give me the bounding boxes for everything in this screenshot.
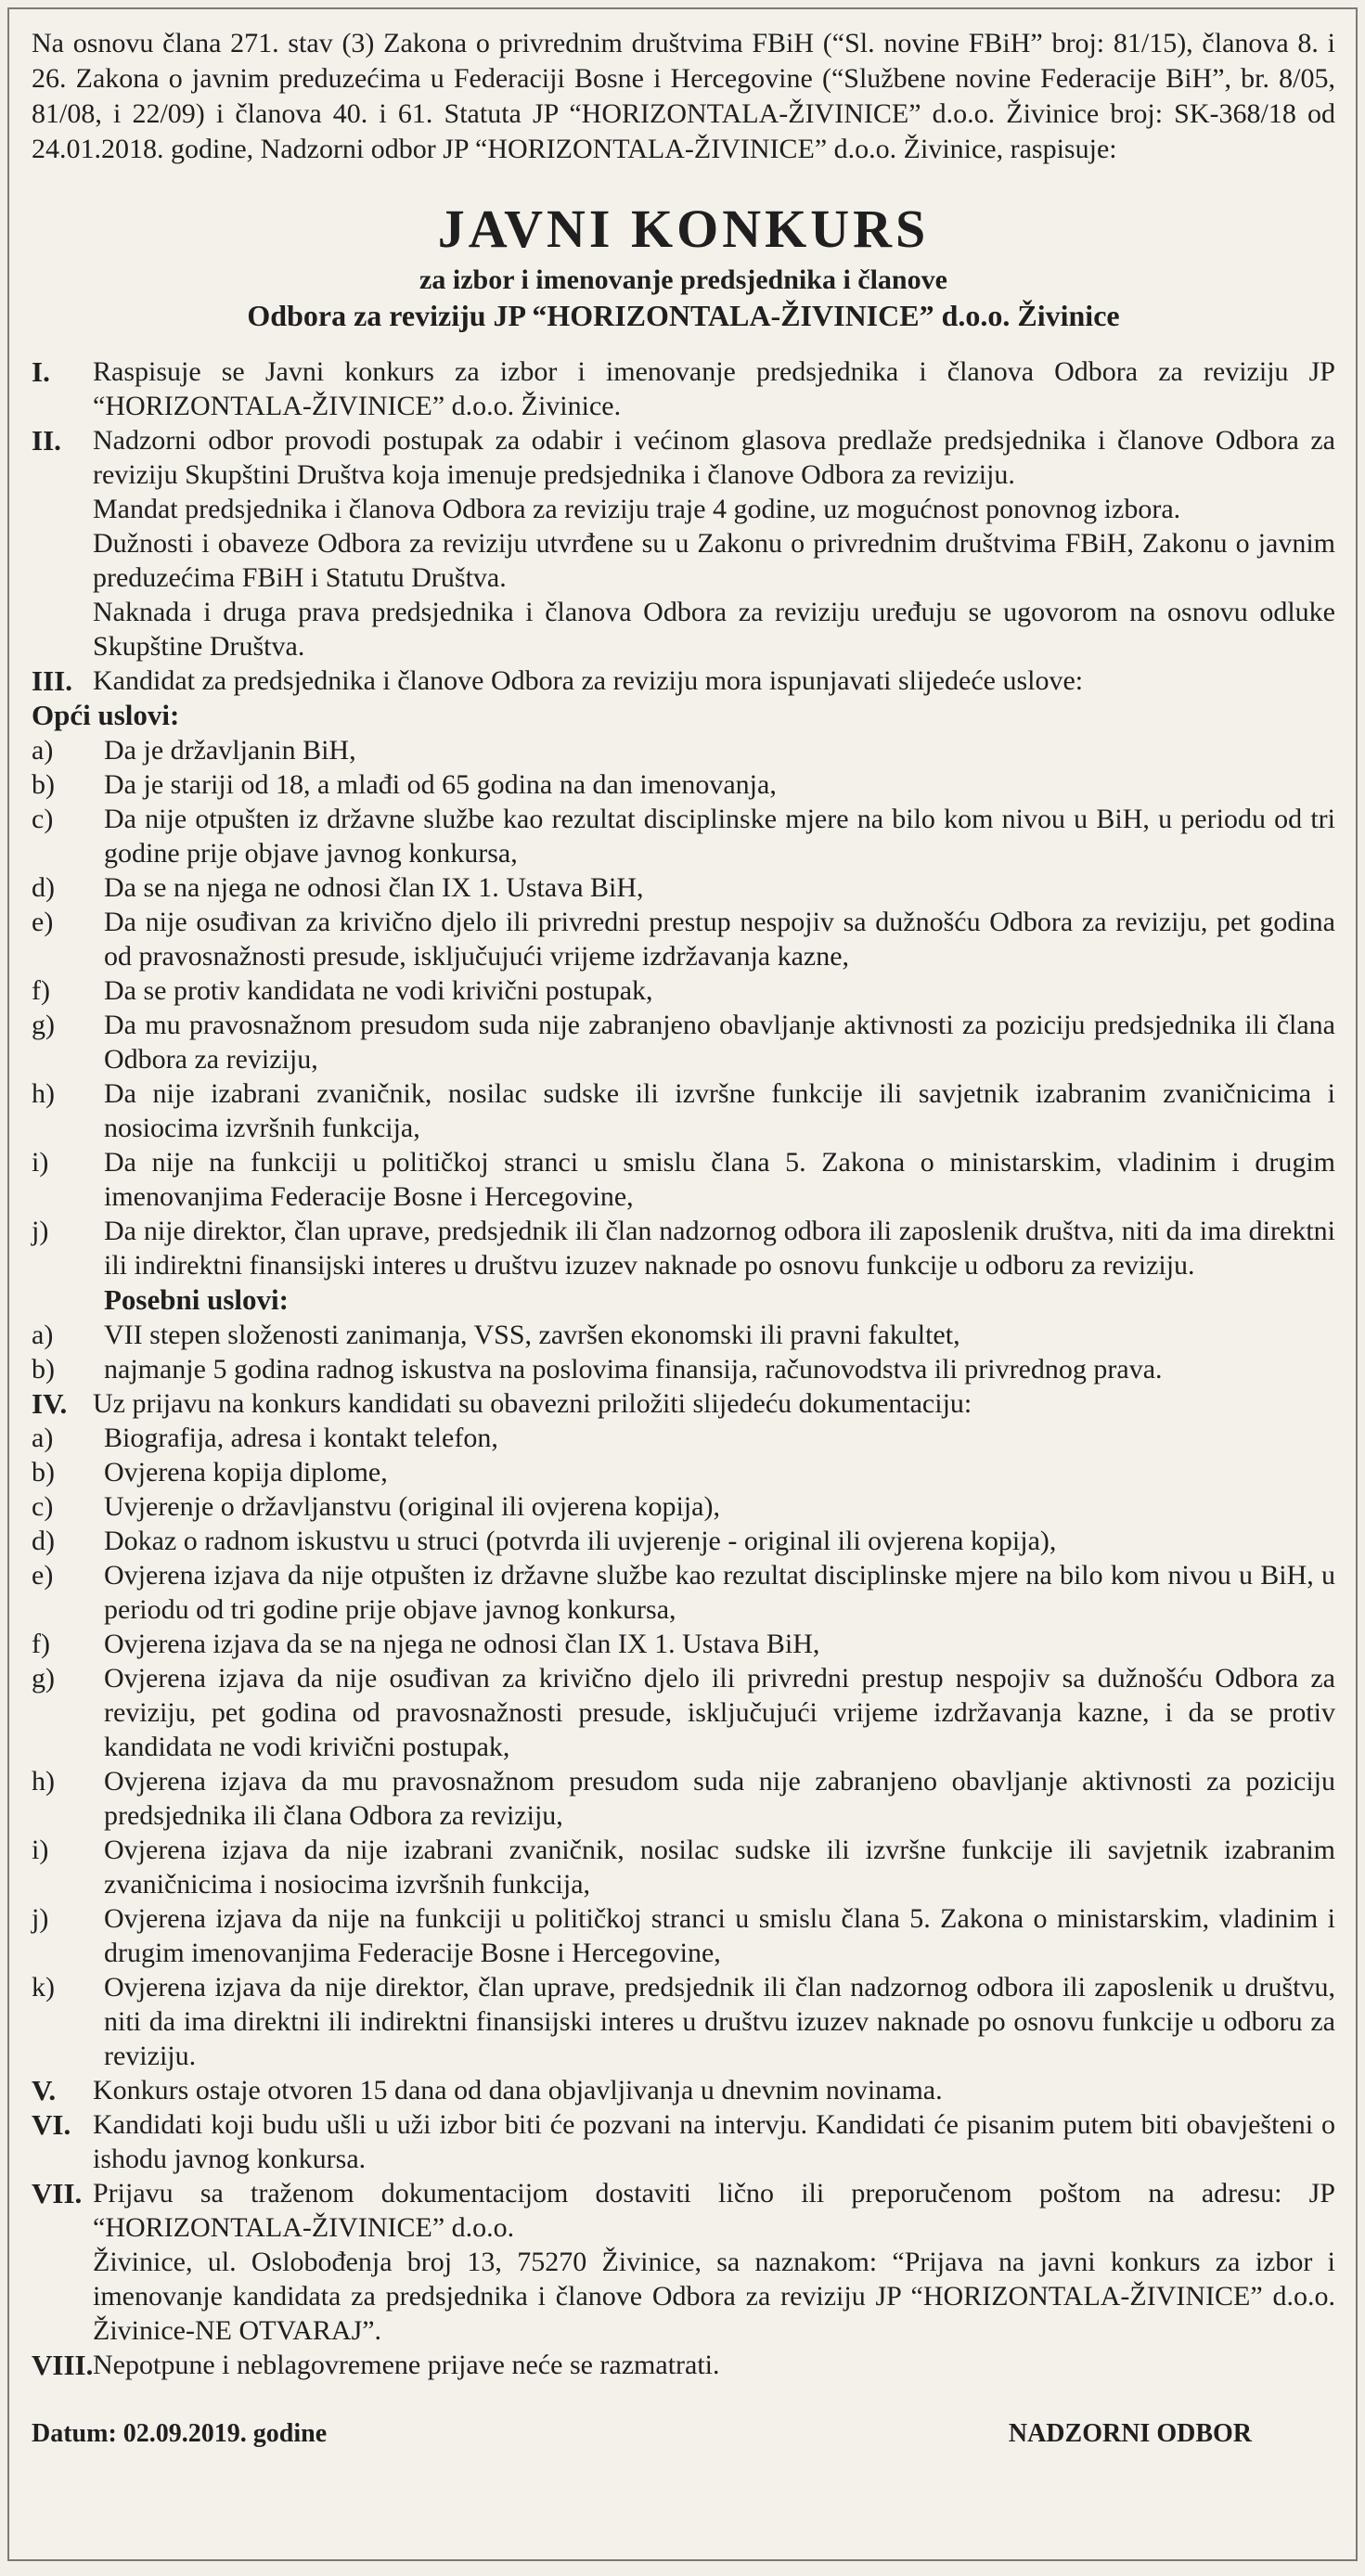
item-letter: g) xyxy=(32,1663,55,1694)
list-item xyxy=(32,1558,1335,1627)
item-text: Da nije osuđivan za krivično djelo ili privredni prestup nespojiv sa dužnošću Odbora za reviziju, pet godina od pravosnažnosti presude, isključujući vrijeme izdržavanja kazne, xyxy=(104,907,1335,972)
section-text: Mandat predsjednika i članova Odbora za reviziju traje 4 godine, uz mogućnost ponovnog izbora. xyxy=(93,494,1181,524)
item-text: Ovjerena izjava da se na njega ne odnosi član IX 1. Ustava BiH, xyxy=(104,1629,820,1659)
item-text: Da se na njega ne odnosi član IX 1. Ustava BiH, xyxy=(104,872,644,903)
list-item xyxy=(32,1318,1335,1352)
section-5 xyxy=(32,2073,1335,2107)
item-letter: b) xyxy=(32,769,55,800)
section-number: VII. xyxy=(32,2177,83,2209)
intro-paragraph: Na osnovu člana 271. stav (3) Zakona o privrednim društvima FBiH (“Sl. novine FBiH” broj: 81/15), članova 8. i 26. Zakona o javnim preduzećima u Federaciji Bosne i Hercegovine (“Službene novine Federacije BiH”, br. 8/05, 81/08, i 22/09) i članova 40. i 61. Statuta JP “HORIZONTALA-ŽIVINICE” d.o.o. Živinice broj: SK-368/18 od 24.01.2018. godine, Nadzorni odbor JP “HORIZONTALA-ŽIVINICE” d.o.o. Živinice, raspisuje: xyxy=(32,28,1335,164)
section-text: Kandidat za predsjednika i članove Odbora za reviziju mora ispunjavati slijedeće uslove: xyxy=(93,665,1084,696)
document-date: Datum: 02.09.2019. godine xyxy=(32,2419,328,2448)
section-2 xyxy=(32,423,1335,663)
section-text: Raspisuje se Javni konkurs za izbor i imenovanje predsjednika i članova Odbora za reviziju JP “HORIZONTALA-ŽIVINICE” d.o.o. Živinice. xyxy=(93,356,1335,421)
section-text: Kandidati koji budu ušli u uži izbor biti će pozvani na intervju. Kandidati će pisanim putem biti obavješteni o ishodu javnog konkursa. xyxy=(93,2109,1335,2174)
item-text: Dokaz o radnom iskustvu u struci (potvrda ili uvjerenje - original ili ovjerena kopija), xyxy=(104,1526,1057,1556)
section-6 xyxy=(32,2107,1335,2176)
special-conditions-heading: Posebni uslovi: xyxy=(104,1283,289,1316)
item-text: Uvjerenje o državljanstvu (original ili ovjerena kopija), xyxy=(104,1491,720,1522)
signature-label: NADZORNI ODBOR xyxy=(1008,2419,1252,2448)
item-text: Ovjerena izjava da nije osuđivan za krivično djelo ili privredni prestup nespojiv sa dužnošću Odbora za reviziju, pet godina od pravosnažnosti presude, isključujući vrijeme izdržavanja kazne, i da se protiv kandidata ne vodi krivični postupak, xyxy=(104,1663,1335,1762)
item-text: Ovjerena izjava da nije izabrani zvaničnik, nosilac sudske ili izvršne funkcije ili savjetnik izabranim zvaničnicima i nosiocima izvršnih funkcija, xyxy=(104,1835,1335,1900)
item-letter: f) xyxy=(32,1629,50,1659)
list-item xyxy=(32,802,1335,870)
list-item xyxy=(32,1833,1335,1901)
list-item xyxy=(32,973,1335,1008)
section-number: VI. xyxy=(32,2108,71,2141)
list-item xyxy=(32,1524,1335,1558)
item-letter: a) xyxy=(32,1320,54,1350)
item-letter: k) xyxy=(32,1972,55,2003)
list-item xyxy=(32,1970,1335,2073)
item-text: Ovjerena izjava da mu pravosnažnom presudom suda nije zabranjeno obavljanje aktivnosti za poziciju predsjednika ili člana Odbora za reviziju, xyxy=(104,1766,1335,1831)
document-page xyxy=(7,7,1358,2561)
item-letter: f) xyxy=(32,975,50,1006)
item-letter: e) xyxy=(32,1560,54,1591)
item-text: Da je stariji od 18, a mlađi od 65 godina na dan imenovanja, xyxy=(104,769,777,800)
item-text: najmanje 5 godina radnog iskustva na poslovima finansija, računovodstva ili privrednog prava. xyxy=(104,1354,1163,1385)
item-letter: g) xyxy=(32,1010,55,1040)
list-item xyxy=(32,1901,1335,1970)
list-item xyxy=(32,1145,1335,1214)
list-item xyxy=(32,1661,1335,1764)
item-letter: h) xyxy=(32,1078,55,1109)
list-item xyxy=(32,1627,1335,1661)
list-item xyxy=(32,1489,1335,1524)
item-text: Ovjerena izjava da nije otpušten iz državne službe kao rezultat disciplinske mjere na bilo kom nivou u BiH, u periodu od tri godine prije objave javnog konkursa, xyxy=(104,1560,1335,1625)
section-text: Naknada i druga prava predsjednika i članova Odbora za reviziju uređuju se ugovorom na osnovu odluke Skupštine Društva. xyxy=(93,597,1335,662)
section-text: Prijavu sa traženom dokumentacijom dostaviti lično ili preporučenom poštom na adresu: JP “HORIZONTALA-ŽIVINICE” d.o.o. xyxy=(93,2178,1335,2243)
item-text: Biografija, adresa i kontakt telefon, xyxy=(104,1423,498,1453)
section-number: VIII. xyxy=(32,2349,94,2381)
document-subtitle-2: Odbora za reviziju JP “HORIZONTALA-ŽIVINICE” d.o.o. Živinice xyxy=(247,299,1120,332)
item-text: Da nije otpušten iz državne službe kao rezultat disciplinske mjere na bilo kom nivou u BiH, u periodu od tri godine prije objave javnog konkursa, xyxy=(104,804,1335,869)
section-4 xyxy=(32,1386,1335,1421)
document-footer xyxy=(32,2419,1335,2449)
item-letter: d) xyxy=(32,1526,55,1556)
list-item xyxy=(32,905,1335,973)
list-item xyxy=(32,1455,1335,1489)
section-number: V. xyxy=(32,2074,57,2106)
item-letter: a) xyxy=(32,1423,54,1453)
section-text: Nadzorni odbor provodi postupak za odabir i većinom glasova predlaže predsjednika i članove Odbora za reviziju Skupštini Društva koja imenuje predsjednika i članove Odbora za reviziju. xyxy=(93,425,1335,490)
list-item xyxy=(32,1008,1335,1076)
item-text: VII stepen složenosti zanimanja, VSS, završen ekonomski ili pravni fakultet, xyxy=(104,1320,960,1350)
item-letter: h) xyxy=(32,1766,55,1797)
section-8 xyxy=(32,2348,1335,2382)
list-item xyxy=(32,1764,1335,1833)
item-letter: i) xyxy=(32,1147,49,1178)
document-subtitle: za izbor i imenovanje predsjednika i članove xyxy=(419,264,947,295)
item-letter: c) xyxy=(32,1491,54,1522)
section-3 xyxy=(32,663,1335,698)
item-letter: j) xyxy=(32,1903,49,1934)
section-number: I. xyxy=(32,355,50,388)
general-conditions-heading: Opći uslovi: xyxy=(32,699,180,731)
item-letter: d) xyxy=(32,872,55,903)
section-text: Živinice, ul. Oslobođenja broj 13, 75270 Živinice, sa naznakom: “Prijava na javni konkurs za izbor i imenovanje kandidata za predsjednika i članove Odbora za reviziju JP “HORIZONTALA-ŽIVINICE” d.o.o. Živinice-NE OTVARAJ”. xyxy=(93,2247,1335,2346)
item-text: Da je državljanin BiH, xyxy=(104,735,356,766)
item-letter: i) xyxy=(32,1835,49,1865)
list-item xyxy=(32,1352,1335,1386)
list-item xyxy=(32,767,1335,802)
list-item xyxy=(32,1214,1335,1282)
item-text: Ovjerena izjava da nije direktor, član uprave, predsjednik ili član nadzornog odbora ili zaposlenik u društvu, niti da ima direktni ili indirektni finansijski interes u društvu izuzev naknade po osnovu funkcije u odboru za reviziju. xyxy=(104,1972,1335,2071)
section-text: Uz prijavu na konkurs kandidati su obavezni priložiti slijedeću dokumentaciju: xyxy=(93,1388,972,1419)
item-letter: e) xyxy=(32,907,54,937)
section-7 xyxy=(32,2176,1335,2348)
item-letter: b) xyxy=(32,1354,55,1385)
section-text: Konkurs ostaje otvoren 15 dana od dana objavljivanja u dnevnim novinama. xyxy=(93,2075,943,2106)
item-text: Da nije izabrani zvaničnik, nosilac sudske ili izvršne funkcije ili savjetnik izabranim zvaničnicima i nosiocima izvršnih funkcija, xyxy=(104,1078,1335,1143)
list-item xyxy=(32,1421,1335,1455)
item-text: Da se protiv kandidata ne vodi krivični postupak, xyxy=(104,975,653,1006)
section-number: IV. xyxy=(32,1387,68,1420)
item-text: Da nije na funkciji u političkoj stranci u smislu člana 5. Zakona o ministarskim, vladinim i drugim imenovanjima Federacije Bosne i Hercegovine, xyxy=(104,1147,1335,1212)
item-letter: b) xyxy=(32,1457,55,1488)
section-text: Nepotpune i neblagovremene prijave neće se razmatrati. xyxy=(93,2350,720,2380)
section-number: II. xyxy=(32,424,61,457)
item-letter: j) xyxy=(32,1216,49,1246)
item-letter: a) xyxy=(32,735,54,766)
item-text: Ovjerena kopija diplome, xyxy=(104,1457,388,1488)
list-item xyxy=(32,733,1335,767)
section-text: Dužnosti i obaveze Odbora za reviziju utvrđene su u Zakonu o privrednim društvima FBiH, Zakonu o javnim preduzećima FBiH i Statutu Društva. xyxy=(93,528,1335,593)
list-item xyxy=(32,870,1335,905)
list-item xyxy=(32,1076,1335,1145)
item-text: Da nije direktor, član uprave, predsjednik ili član nadzornog odbora ili zaposlenik društva, niti da ima direktni ili indirektni finansijski interes u društvu izuzev naknade po osnovu funkcije u odboru za reviziju. xyxy=(104,1216,1335,1281)
section-1 xyxy=(32,354,1335,423)
item-text: Ovjerena izjava da nije na funkciji u političkoj stranci u smislu člana 5. Zakona o ministarskim, vladinim i drugim imenovanjima Federacije Bosne i Hercegovine, xyxy=(104,1903,1335,1968)
document-title: JAVNI KONKURS xyxy=(437,199,930,259)
item-letter: c) xyxy=(32,804,54,834)
section-number: III. xyxy=(32,664,72,697)
item-text: Da mu pravosnažnom presudom suda nije zabranjeno obavljanje aktivnosti za poziciju predsjednika ili člana Odbora za reviziju, xyxy=(104,1010,1335,1075)
